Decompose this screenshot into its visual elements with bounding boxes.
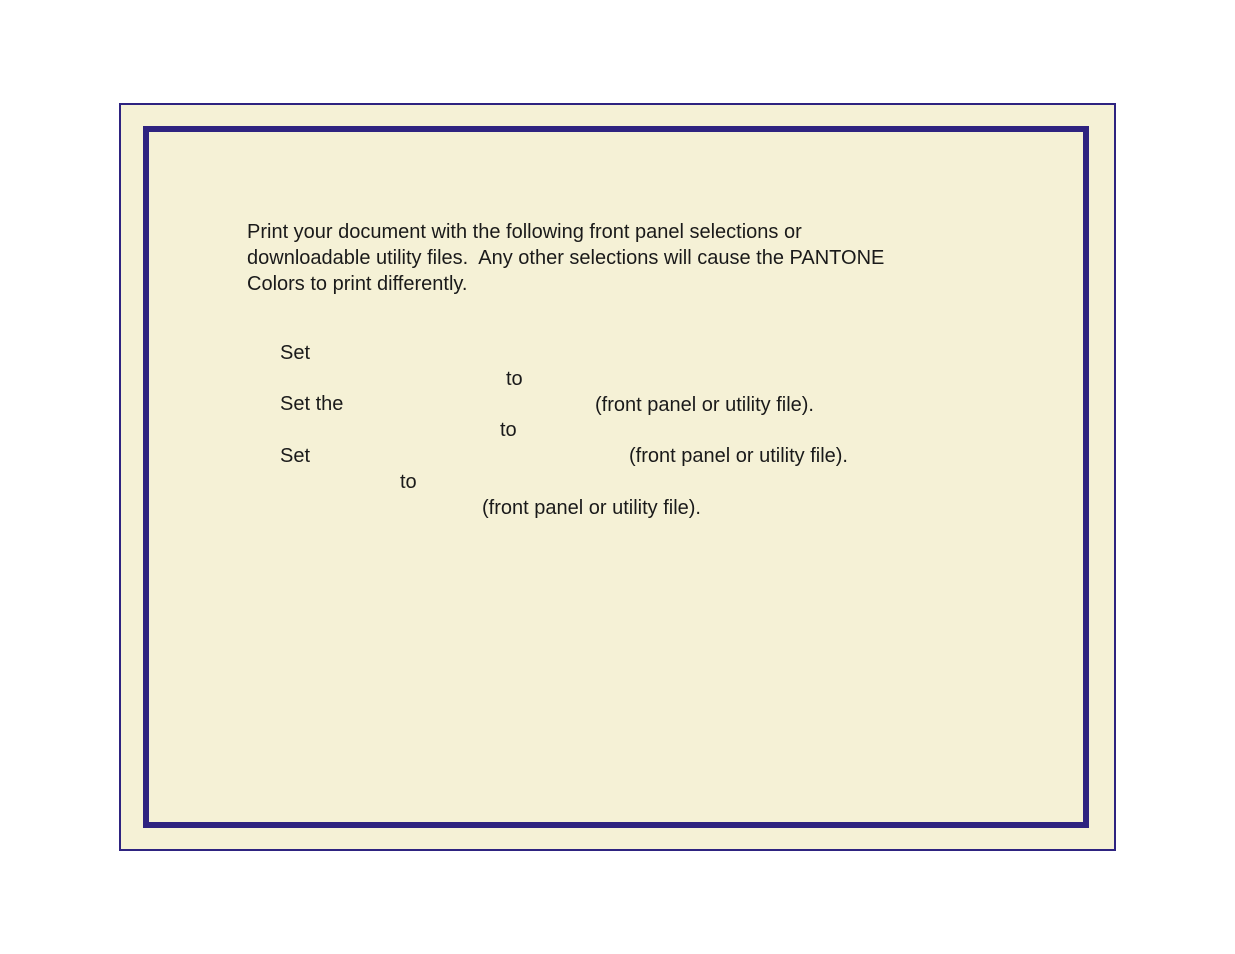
step-2-suffix: (front panel or utility file).: [629, 445, 848, 467]
intro-line-3: Colors to print differently.: [247, 273, 468, 295]
step-1-prefix: Set: [280, 342, 311, 364]
step-1-to: to: [506, 368, 523, 390]
step-2-to: to: [500, 419, 517, 441]
intro-line-1: Print your document with the following front panel selections or: [247, 221, 802, 243]
step-2: [149, 365, 1083, 467]
step-2-prefix: Set the: [280, 393, 344, 415]
step-3-prefix: Set: [280, 445, 311, 467]
intro-line-2: downloadable utility files. Any other selections will cause the PANTONE: [247, 247, 885, 269]
intro-paragraph: [247, 219, 1007, 297]
step-3-to: to: [400, 471, 417, 493]
outer-frame: [119, 103, 1116, 851]
step-3: [149, 417, 1083, 519]
inner-frame: [143, 126, 1089, 828]
step-1-suffix: (front panel or utility file).: [595, 394, 814, 416]
step-3-suffix: (front panel or utility file).: [482, 497, 701, 519]
